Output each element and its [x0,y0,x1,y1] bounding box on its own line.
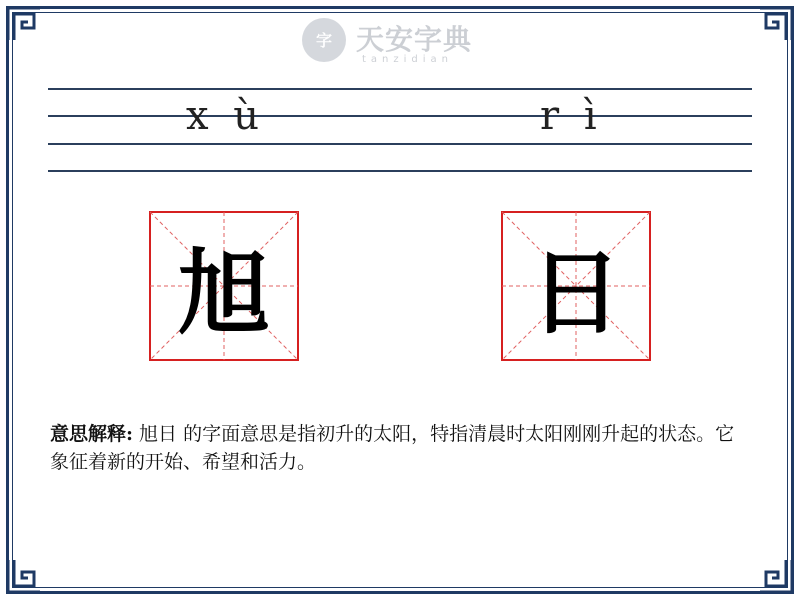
corner-ornament-icon [758,6,794,42]
logo-seal-icon [302,18,346,62]
pinyin-line [48,170,752,172]
pinyin-line [48,143,752,145]
corner-ornament-icon [6,6,42,42]
logo-subtitle: tanzidian [362,54,454,65]
character-grid [501,211,651,361]
character-ri: 日 [529,240,622,347]
pinyin-line [48,88,752,90]
inner-frame [12,12,788,588]
site-logo [302,16,502,68]
logo-name: 天安字典 [356,23,473,56]
explanation-label: 意思解释: [50,423,134,445]
logo-seal-text: 字 [315,31,332,50]
pinyin-line [48,115,752,117]
pinyin-ri: r ì [540,93,603,139]
corner-ornament-icon [6,558,42,594]
character-grid [149,211,299,361]
meaning-explanation [50,420,750,476]
corner-ornament-icon [758,558,794,594]
character-xu: 旭 [177,240,270,347]
pinyin-xu: x ù [186,93,266,139]
explanation-text: 旭日 的字面意思是指初升的太阳，特指清晨时太阳刚刚升起的状态。它象征着新的开始、希望和活力。 [50,423,735,473]
